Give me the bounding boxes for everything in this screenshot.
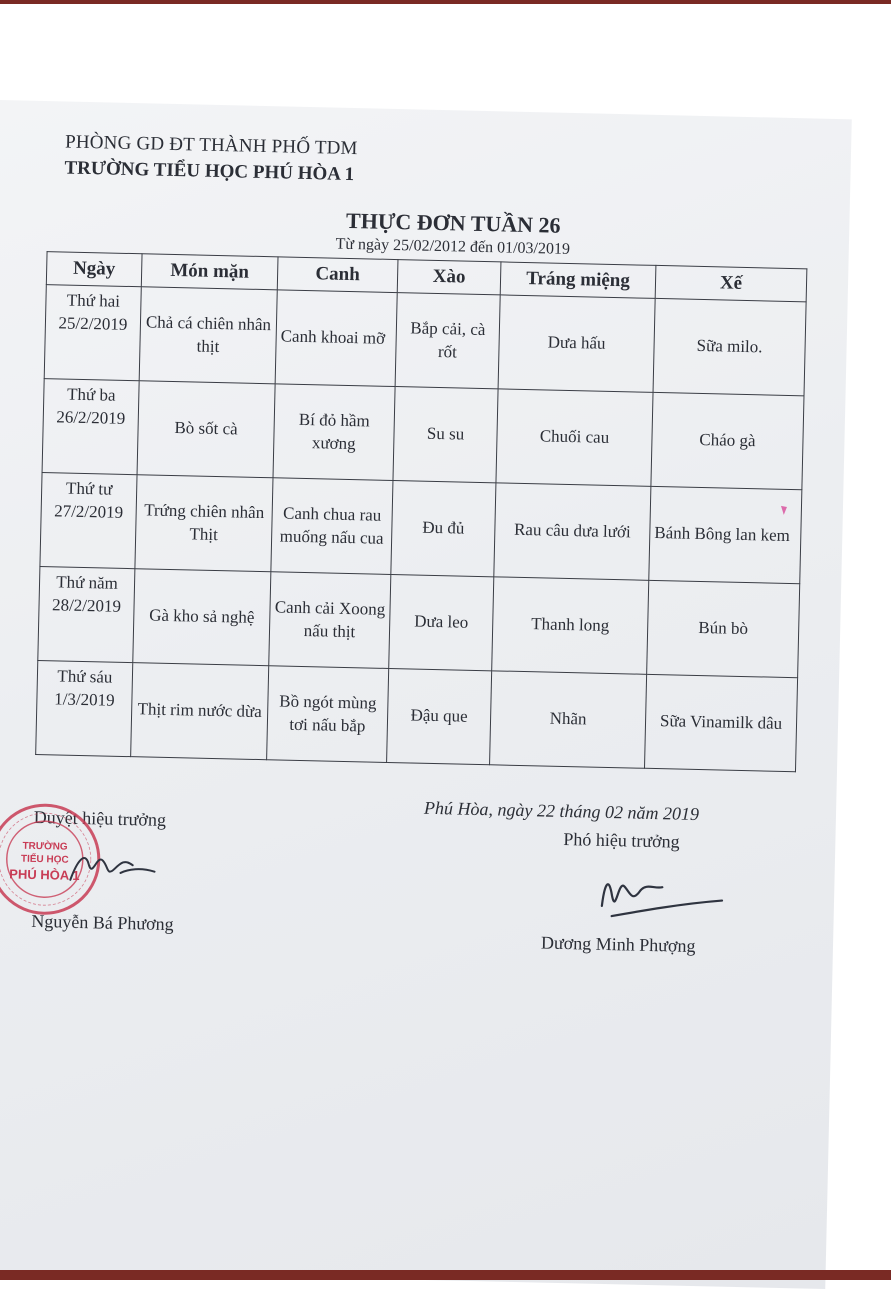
stir-fry-cell: Bắp cải, cà rốt: [395, 293, 500, 389]
school-name: TRƯỜNG TIỂU HỌC PHÚ HÒA 1: [64, 157, 355, 186]
table-row: [38, 567, 800, 678]
day-name: Thứ năm: [56, 572, 119, 593]
header-dessert: Tráng miệng: [500, 262, 656, 299]
day-cell: [44, 285, 141, 381]
stamp-text-line3: PHÚ HÒA 1: [9, 866, 80, 884]
dessert-cell: Nhãn: [490, 671, 647, 768]
day-name: Thứ sáu: [57, 666, 113, 687]
stamp-text-line2: TIỂU HỌC: [20, 853, 69, 866]
dessert-cell: Dưa hấu: [498, 295, 655, 392]
dessert-cell: Chuối cau: [496, 389, 653, 486]
table-row: [36, 661, 798, 772]
header-day: Ngày: [46, 252, 142, 287]
soup-cell: Bồ ngót mùng tơi nấu bắp: [267, 666, 389, 763]
day-cell: [36, 661, 133, 757]
document-title: THỰC ĐƠN TUẦN 26: [345, 207, 561, 238]
table-row: [42, 379, 804, 490]
vice-principal-label: Phó hiệu trưởng: [563, 828, 680, 852]
stir-fry-cell: Su su: [393, 387, 498, 483]
stir-fry-cell: Đu đủ: [391, 481, 496, 577]
header-main-dish: Món mặn: [141, 254, 278, 290]
table-row: [44, 285, 806, 396]
weekly-menu-table: [35, 251, 807, 772]
main-dish-cell: Trứng chiên nhân Thịt: [135, 475, 273, 572]
document-subtitle: Từ ngày 25/02/2012 đến 01/03/2019: [335, 235, 571, 258]
day-cell: [42, 379, 139, 475]
department-name: PHÒNG GD ĐT THÀNH PHỐ TDM: [64, 131, 358, 160]
main-dish-cell: Gà kho sả nghệ: [133, 569, 271, 666]
day-name: Thứ hai: [66, 290, 121, 311]
snack-cell: Cháo gà: [651, 392, 804, 489]
day-date: 28/2/2019: [51, 595, 122, 616]
top-frame-bar: [0, 0, 891, 4]
header-soup: Canh: [277, 257, 398, 293]
approve-label: Duyệt hiệu trưởng: [33, 806, 167, 830]
soup-cell: Canh cải Xoong nấu thịt: [269, 572, 391, 669]
table-row: [40, 473, 802, 584]
dessert-cell: Thanh long: [492, 577, 649, 674]
pink-ink-mark-icon: [779, 504, 789, 516]
menu-document: [0, 100, 852, 1289]
dessert-cell: Rau câu dưa lưới: [494, 483, 651, 580]
snack-cell: Bánh Bông lan kem: [649, 486, 802, 583]
vice-principal-name: Dương Minh Phượng: [540, 932, 696, 956]
vice-principal-signature-icon: [581, 865, 732, 928]
snack-cell: Sữa Vinamilk dâu: [645, 674, 798, 771]
date-place: Phú Hòa, ngày 22 tháng 02 năm 2019: [423, 797, 700, 825]
day-date: 27/2/2019: [53, 501, 124, 522]
snack-cell: Sữa milo.: [653, 298, 806, 395]
stamp-text-line1: TRƯỜNG: [22, 840, 68, 853]
main-dish-cell: Thịt rim nước dừa: [131, 663, 269, 760]
principal-signature-icon: [62, 842, 173, 894]
day-name: Thứ ba: [66, 384, 116, 405]
stir-fry-cell: Đậu que: [387, 668, 492, 764]
day-date: 26/2/2019: [56, 407, 126, 428]
header-stir-fry: Xào: [397, 260, 501, 295]
stir-fry-cell: Dưa leo: [389, 574, 494, 670]
main-dish-cell: Chả cá chiên nhân thịt: [139, 287, 277, 384]
day-cell: [40, 473, 137, 569]
day-date: 25/2/2019: [58, 313, 128, 334]
soup-cell: Bí đỏ hầm xương: [273, 384, 395, 481]
day-name: Thứ tư: [65, 478, 113, 499]
soup-cell: Canh chua rau muống nấu cua: [271, 478, 393, 575]
principal-name: Nguyễn Bá Phương: [31, 910, 174, 935]
day-cell: [38, 567, 135, 663]
header-snack: Xế: [655, 265, 807, 301]
main-dish-cell: Bò sốt cà: [137, 381, 275, 478]
snack-cell: Bún bò: [647, 580, 800, 677]
bottom-frame-bar: [0, 1270, 891, 1280]
soup-cell: Canh khoai mỡ: [275, 290, 397, 387]
day-date: 1/3/2019: [53, 689, 115, 710]
